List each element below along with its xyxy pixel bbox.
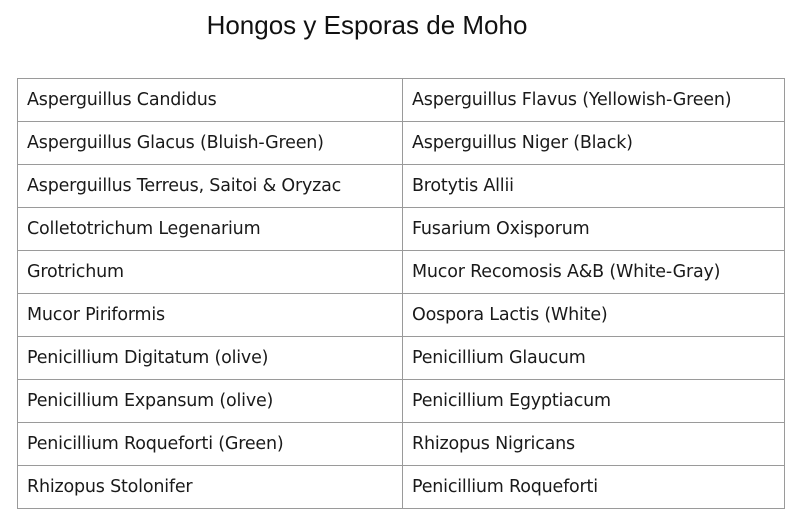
table-row (18, 208, 785, 251)
table-cell: Rhizopus Stolonifer (18, 466, 403, 509)
table-cell: Colletotrichum Legenarium (18, 208, 403, 251)
table-row (18, 251, 785, 294)
table-cell: Penicillium Digitatum (olive) (18, 337, 403, 380)
table-cell: Fusarium Oxisporum (403, 208, 785, 251)
table-row (18, 165, 785, 208)
table-row (18, 380, 785, 423)
species-table (17, 78, 785, 509)
table-cell: Penicillium Expansum (olive) (18, 380, 403, 423)
table-cell: Penicillium Glaucum (403, 337, 785, 380)
table-cell: Rhizopus Nigricans (403, 423, 785, 466)
table-cell: Asperguillus Niger (Black) (403, 122, 785, 165)
table-row (18, 423, 785, 466)
table-row (18, 122, 785, 165)
table-row (18, 294, 785, 337)
table-cell: Grotrichum (18, 251, 403, 294)
table-cell: Penicillium Roqueforti (403, 466, 785, 509)
table-cell: Penicillium Egyptiacum (403, 380, 785, 423)
table-row (18, 337, 785, 380)
table-cell: Mucor Recomosis A&B (White-Gray) (403, 251, 785, 294)
table-cell: Asperguillus Terreus, Saitoi & Oryzac (18, 165, 403, 208)
table-cell: Mucor Piriformis (18, 294, 403, 337)
table-cell: Asperguillus Flavus (Yellowish-Green) (403, 79, 785, 122)
table-row (18, 79, 785, 122)
table-cell: Penicillium Roqueforti (Green) (18, 423, 403, 466)
table-cell: Asperguillus Glacus (Bluish-Green) (18, 122, 403, 165)
table-cell: Asperguillus Candidus (18, 79, 403, 122)
table-row (18, 466, 785, 509)
page-title: Hongos y Esporas de Moho (206, 10, 528, 40)
table-cell: Oospora Lactis (White) (403, 294, 785, 337)
table-cell: Brotytis Allii (403, 165, 785, 208)
